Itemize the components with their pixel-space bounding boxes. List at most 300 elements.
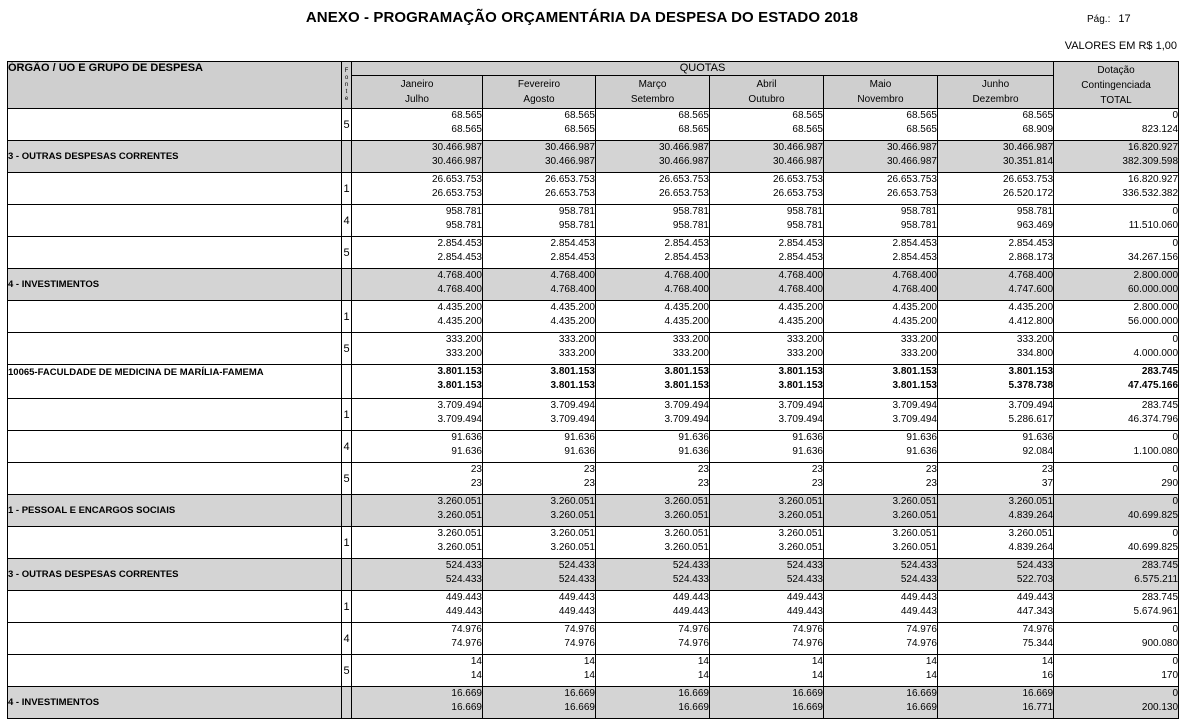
month-cell xyxy=(352,399,483,431)
value-first: 26.653.753 xyxy=(658,174,709,185)
group-row xyxy=(8,559,1179,591)
month-cell xyxy=(483,559,596,591)
value-second: 14 xyxy=(470,670,482,681)
month-cell xyxy=(596,463,710,495)
value-first: 0 xyxy=(1172,656,1179,667)
group-row xyxy=(8,141,1179,173)
value-second: 958.781 xyxy=(900,220,937,231)
value-first: 68.565 xyxy=(564,110,595,121)
value-first: 3.260.051 xyxy=(664,496,709,507)
value-first: 4.768.400 xyxy=(778,270,823,281)
group-row xyxy=(8,687,1179,719)
month-cell xyxy=(824,365,938,399)
value-second: 4.839.264 xyxy=(1008,510,1054,521)
dotacao-cell xyxy=(1054,269,1179,301)
value-second: 30.466.987 xyxy=(886,156,937,167)
dotacao-cell xyxy=(1054,463,1179,495)
value-second: 3.260.051 xyxy=(664,542,709,553)
fonte-code xyxy=(342,495,352,527)
value-first: 26.653.753 xyxy=(1002,174,1054,185)
month-cell xyxy=(483,269,596,301)
month-cell xyxy=(824,269,938,301)
month-cell xyxy=(938,687,1054,719)
value-second: 26.653.753 xyxy=(658,188,709,199)
value-second: 68.909 xyxy=(1022,124,1054,135)
quotas-header: QUOTAS xyxy=(352,62,1054,76)
value-second: 2.854.453 xyxy=(437,252,482,263)
value-second: 30.351.814 xyxy=(1002,156,1054,167)
dotacao-cell xyxy=(1054,559,1179,591)
value-second: 46.374.796 xyxy=(1127,414,1179,425)
value-second: 447.343 xyxy=(1016,606,1054,617)
month-cell xyxy=(483,623,596,655)
month-cell xyxy=(824,655,938,687)
value-second: 16.669 xyxy=(564,702,595,713)
month-cell xyxy=(710,237,824,269)
month-cell xyxy=(938,463,1054,495)
value-second: 23 xyxy=(583,478,595,489)
value-second: 16.669 xyxy=(678,702,709,713)
month-cell xyxy=(824,463,938,495)
value-second: 1.100.080 xyxy=(1133,446,1179,457)
fonte-code: 1 xyxy=(342,173,352,205)
value-first: 958.781 xyxy=(445,206,482,217)
value-second: 30.466.987 xyxy=(544,156,595,167)
value-second: 16.669 xyxy=(792,702,823,713)
month-header xyxy=(596,76,710,109)
month-first: Janeiro xyxy=(400,79,434,90)
value-first: 3.709.494 xyxy=(437,400,482,411)
month-cell xyxy=(824,687,938,719)
value-first: 524.433 xyxy=(672,560,709,571)
value-second: 4.768.400 xyxy=(892,284,937,295)
value-second: 16.669 xyxy=(451,702,482,713)
value-second: 3.260.051 xyxy=(778,510,823,521)
month-cell xyxy=(938,623,1054,655)
currency-note: VALORES EM R$ 1,00 xyxy=(1064,40,1177,52)
month-cell xyxy=(938,109,1054,141)
month-cell xyxy=(710,141,824,173)
value-first: 0 xyxy=(1172,110,1179,121)
row-label xyxy=(8,463,342,495)
value-first: 74.976 xyxy=(678,624,709,635)
value-second: 30.466.987 xyxy=(658,156,709,167)
value-second: 16.771 xyxy=(1022,702,1054,713)
month-first: Maio xyxy=(869,79,892,90)
month-cell xyxy=(483,109,596,141)
value-second: 3.260.051 xyxy=(437,510,482,521)
value-second: 5.674.961 xyxy=(1133,606,1179,617)
month-cell xyxy=(596,333,710,365)
value-first: 23 xyxy=(470,464,482,475)
value-first: 23 xyxy=(583,464,595,475)
value-first: 26.653.753 xyxy=(431,174,482,185)
value-second: 4.435.200 xyxy=(550,316,595,327)
value-second: 60.000.000 xyxy=(1127,284,1179,295)
value-first: 3.801.153 xyxy=(437,366,482,377)
value-first: 30.466.987 xyxy=(658,142,709,153)
fonte-code: 5 xyxy=(342,655,352,687)
value-second: 91.636 xyxy=(451,446,482,457)
dotacao-cell xyxy=(1054,623,1179,655)
month-cell xyxy=(710,623,824,655)
value-first: 0 xyxy=(1172,528,1179,539)
uo-row xyxy=(8,365,1179,399)
value-first: 3.260.051 xyxy=(778,496,823,507)
value-second: 30.466.987 xyxy=(772,156,823,167)
month-cell xyxy=(596,527,710,559)
value-first: 4.768.400 xyxy=(1008,270,1054,281)
value-second: 91.636 xyxy=(792,446,823,457)
dotacao-cell xyxy=(1054,655,1179,687)
month-cell xyxy=(824,559,938,591)
month-cell xyxy=(483,333,596,365)
value-second: 3.260.051 xyxy=(892,510,937,521)
orgao-header: ÓRGÃO / UO E GRUPO DE DESPESA xyxy=(8,62,342,109)
fonte-header: F o n t e xyxy=(342,62,352,109)
value-first: 0 xyxy=(1172,238,1179,249)
value-first: 4.768.400 xyxy=(550,270,595,281)
value-first: 23 xyxy=(697,464,709,475)
dotacao-cell xyxy=(1054,109,1179,141)
value-second: 26.520.172 xyxy=(1002,188,1054,199)
table-body xyxy=(8,109,1179,719)
dotacao-cell xyxy=(1054,237,1179,269)
value-first: 449.443 xyxy=(900,592,937,603)
value-second: 449.443 xyxy=(786,606,823,617)
value-first: 3.260.051 xyxy=(892,496,937,507)
value-second: 200.130 xyxy=(1141,702,1179,713)
month-cell xyxy=(938,269,1054,301)
month-cell xyxy=(352,301,483,333)
value-first: 26.653.753 xyxy=(772,174,823,185)
value-first: 0 xyxy=(1172,496,1179,507)
fonte-row xyxy=(8,399,1179,431)
value-first: 524.433 xyxy=(1016,560,1054,571)
month-cell xyxy=(483,591,596,623)
month-second: Julho xyxy=(405,94,429,105)
fonte-code: 4 xyxy=(342,623,352,655)
value-first: 3.709.494 xyxy=(664,400,709,411)
month-second: Outubro xyxy=(748,94,785,105)
value-second: 56.000.000 xyxy=(1127,316,1179,327)
value-first: 23 xyxy=(1041,464,1054,475)
dotacao-cell xyxy=(1054,591,1179,623)
fonte-row xyxy=(8,109,1179,141)
value-second: 68.565 xyxy=(451,124,482,135)
value-second: 4.768.400 xyxy=(437,284,482,295)
value-second: 3.801.153 xyxy=(892,380,937,391)
value-first: 3.260.051 xyxy=(550,496,595,507)
value-first: 333.200 xyxy=(786,334,823,345)
month-cell xyxy=(938,591,1054,623)
month-cell xyxy=(483,655,596,687)
month-cell xyxy=(596,141,710,173)
value-second: 16.669 xyxy=(906,702,937,713)
value-second: 68.565 xyxy=(906,124,937,135)
value-second: 3.260.051 xyxy=(550,542,595,553)
value-first: 91.636 xyxy=(564,432,595,443)
month-cell xyxy=(824,173,938,205)
month-cell xyxy=(596,109,710,141)
month-cell xyxy=(824,591,938,623)
value-second: 524.433 xyxy=(558,574,595,585)
value-first: 0 xyxy=(1172,688,1179,699)
month-header xyxy=(352,76,483,109)
month-cell xyxy=(824,237,938,269)
value-first: 3.260.051 xyxy=(550,528,595,539)
row-label xyxy=(8,173,342,205)
value-first: 958.781 xyxy=(672,206,709,217)
value-second: 3.709.494 xyxy=(778,414,823,425)
value-second: 290 xyxy=(1161,478,1179,489)
value-first: 0 xyxy=(1172,334,1179,345)
value-first: 283.745 xyxy=(1141,560,1179,571)
value-first: 74.976 xyxy=(1022,624,1054,635)
fonte-row xyxy=(8,655,1179,687)
value-first: 3.709.494 xyxy=(1008,400,1054,411)
value-first: 333.200 xyxy=(558,334,595,345)
month-cell xyxy=(938,431,1054,463)
group-row xyxy=(8,495,1179,527)
value-first: 68.565 xyxy=(906,110,937,121)
value-second: 2.854.453 xyxy=(664,252,709,263)
value-second: 336.532.382 xyxy=(1122,188,1179,199)
value-first: 449.443 xyxy=(672,592,709,603)
value-first: 16.669 xyxy=(564,688,595,699)
value-second: 23 xyxy=(925,478,937,489)
value-second: 74.976 xyxy=(678,638,709,649)
month-cell xyxy=(596,173,710,205)
fonte-row xyxy=(8,301,1179,333)
month-first: Fevereiro xyxy=(517,79,561,90)
value-first: 23 xyxy=(925,464,937,475)
month-second: Agosto xyxy=(523,94,555,105)
value-first: 14 xyxy=(697,656,709,667)
fonte-code: 1 xyxy=(342,301,352,333)
month-second: Dezembro xyxy=(972,94,1019,105)
value-first: 3.260.051 xyxy=(778,528,823,539)
month-cell xyxy=(824,495,938,527)
value-second: 4.747.600 xyxy=(1008,284,1054,295)
dotacao-line1: Dotação xyxy=(1097,64,1135,76)
dotacao-line3: TOTAL xyxy=(1100,94,1132,106)
value-first: 30.466.987 xyxy=(1002,142,1054,153)
month-cell xyxy=(710,655,824,687)
month-cell xyxy=(710,687,824,719)
value-second: 449.443 xyxy=(672,606,709,617)
month-cell xyxy=(710,269,824,301)
fonte-code xyxy=(342,365,352,399)
value-first: 3.260.051 xyxy=(1008,496,1054,507)
value-first: 16.669 xyxy=(906,688,937,699)
month-cell xyxy=(596,431,710,463)
value-second: 68.565 xyxy=(678,124,709,135)
month-cell xyxy=(824,399,938,431)
row-label xyxy=(8,399,342,431)
value-second: 963.469 xyxy=(1016,220,1054,231)
value-second: 334.800 xyxy=(1016,348,1054,359)
value-second: 14 xyxy=(697,670,709,681)
value-first: 68.565 xyxy=(1022,110,1054,121)
value-first: 958.781 xyxy=(1016,206,1054,217)
month-cell xyxy=(352,687,483,719)
value-second: 333.200 xyxy=(558,348,595,359)
month-cell xyxy=(352,141,483,173)
value-first: 26.653.753 xyxy=(544,174,595,185)
month-cell xyxy=(352,431,483,463)
value-first: 3.801.153 xyxy=(892,366,937,377)
month-cell xyxy=(824,623,938,655)
value-second: 3.260.051 xyxy=(664,510,709,521)
value-first: 14 xyxy=(1041,656,1054,667)
value-first: 4.435.200 xyxy=(437,302,482,313)
month-cell xyxy=(352,269,483,301)
month-cell xyxy=(352,527,483,559)
month-cell xyxy=(938,237,1054,269)
value-second: 382.309.598 xyxy=(1122,156,1179,167)
month-cell xyxy=(352,365,483,399)
row-label xyxy=(8,205,342,237)
value-first: 4.768.400 xyxy=(892,270,937,281)
value-second: 3.709.494 xyxy=(550,414,595,425)
value-second: 75.344 xyxy=(1022,638,1054,649)
row-label: 1 - PESSOAL E ENCARGOS SOCIAIS xyxy=(8,495,342,527)
month-cell xyxy=(483,431,596,463)
value-second: 170 xyxy=(1161,670,1179,681)
value-second: 4.435.200 xyxy=(778,316,823,327)
fonte-code: 5 xyxy=(342,333,352,365)
value-first: 16.820.927 xyxy=(1127,174,1179,185)
month-cell xyxy=(596,205,710,237)
month-first: Abril xyxy=(756,79,777,90)
month-cell xyxy=(938,333,1054,365)
value-second: 26.653.753 xyxy=(544,188,595,199)
value-second: 524.433 xyxy=(900,574,937,585)
month-cell xyxy=(710,559,824,591)
value-first: 449.443 xyxy=(1016,592,1054,603)
value-first: 14 xyxy=(925,656,937,667)
fonte-row xyxy=(8,527,1179,559)
value-second: 2.854.453 xyxy=(550,252,595,263)
month-cell xyxy=(483,141,596,173)
value-first: 16.669 xyxy=(451,688,482,699)
month-cell xyxy=(596,687,710,719)
row-label xyxy=(8,237,342,269)
row-label: 4 - INVESTIMENTOS xyxy=(8,687,342,719)
month-cell xyxy=(352,109,483,141)
value-first: 91.636 xyxy=(1022,432,1054,443)
value-second: 26.653.753 xyxy=(772,188,823,199)
month-cell xyxy=(710,463,824,495)
month-cell xyxy=(938,399,1054,431)
month-cell xyxy=(483,463,596,495)
value-second: 23 xyxy=(470,478,482,489)
dotacao-cell xyxy=(1054,687,1179,719)
value-first: 74.976 xyxy=(451,624,482,635)
value-first: 30.466.987 xyxy=(544,142,595,153)
value-first: 16.669 xyxy=(792,688,823,699)
value-second: 958.781 xyxy=(558,220,595,231)
value-second: 4.839.264 xyxy=(1008,542,1054,553)
month-cell xyxy=(596,237,710,269)
dotacao-line2: Contingenciada xyxy=(1081,79,1151,91)
dotacao-cell xyxy=(1054,301,1179,333)
value-first: 2.854.453 xyxy=(550,238,595,249)
month-cell xyxy=(483,173,596,205)
value-second: 823.124 xyxy=(1141,124,1179,135)
value-second: 3.260.051 xyxy=(550,510,595,521)
dotacao-cell xyxy=(1054,205,1179,237)
value-second: 524.433 xyxy=(672,574,709,585)
value-second: 6.575.211 xyxy=(1134,574,1179,585)
month-cell xyxy=(596,399,710,431)
value-second: 4.435.200 xyxy=(664,316,709,327)
value-first: 4.768.400 xyxy=(664,270,709,281)
value-second: 449.443 xyxy=(900,606,937,617)
report-title: ANEXO - PROGRAMAÇÃO ORÇAMENTÁRIA DA DESPESA DO ESTADO 2018 xyxy=(305,9,859,26)
value-first: 16.669 xyxy=(678,688,709,699)
row-label xyxy=(8,333,342,365)
value-first: 958.781 xyxy=(786,206,823,217)
fonte-code xyxy=(342,687,352,719)
fonte-row xyxy=(8,591,1179,623)
value-second: 2.854.453 xyxy=(778,252,823,263)
value-second: 4.435.200 xyxy=(892,316,937,327)
value-first: 4.435.200 xyxy=(664,302,709,313)
month-cell xyxy=(824,527,938,559)
value-first: 68.565 xyxy=(678,110,709,121)
value-first: 14 xyxy=(470,656,482,667)
fonte-row xyxy=(8,623,1179,655)
page-label: Pág.: xyxy=(1087,14,1111,25)
value-first: 3.260.051 xyxy=(892,528,937,539)
fonte-code: 1 xyxy=(342,591,352,623)
value-first: 3.709.494 xyxy=(550,400,595,411)
row-label xyxy=(8,527,342,559)
value-first: 30.466.987 xyxy=(431,142,482,153)
fonte-code: 5 xyxy=(342,109,352,141)
value-second: 5.378.738 xyxy=(1008,380,1054,391)
row-label xyxy=(8,431,342,463)
value-first: 333.200 xyxy=(672,334,709,345)
month-cell xyxy=(483,399,596,431)
fonte-code: 1 xyxy=(342,399,352,431)
value-first: 0 xyxy=(1172,432,1179,443)
fonte-code xyxy=(342,559,352,591)
month-header xyxy=(483,76,596,109)
month-cell xyxy=(352,591,483,623)
value-first: 0 xyxy=(1172,624,1179,635)
value-first: 2.800.000 xyxy=(1133,302,1179,313)
value-second: 2.868.173 xyxy=(1008,252,1054,263)
value-first: 449.443 xyxy=(558,592,595,603)
value-first: 449.443 xyxy=(786,592,823,603)
value-second: 333.200 xyxy=(786,348,823,359)
fonte-code: 4 xyxy=(342,431,352,463)
value-first: 333.200 xyxy=(900,334,937,345)
month-header xyxy=(824,76,938,109)
value-first: 3.709.494 xyxy=(892,400,937,411)
month-cell xyxy=(352,333,483,365)
value-second: 26.653.753 xyxy=(886,188,937,199)
value-second: 449.443 xyxy=(445,606,482,617)
dotacao-cell xyxy=(1054,173,1179,205)
value-first: 3.260.051 xyxy=(437,496,482,507)
value-first: 0 xyxy=(1172,464,1179,475)
month-cell xyxy=(596,623,710,655)
value-first: 16.820.927 xyxy=(1127,142,1179,153)
